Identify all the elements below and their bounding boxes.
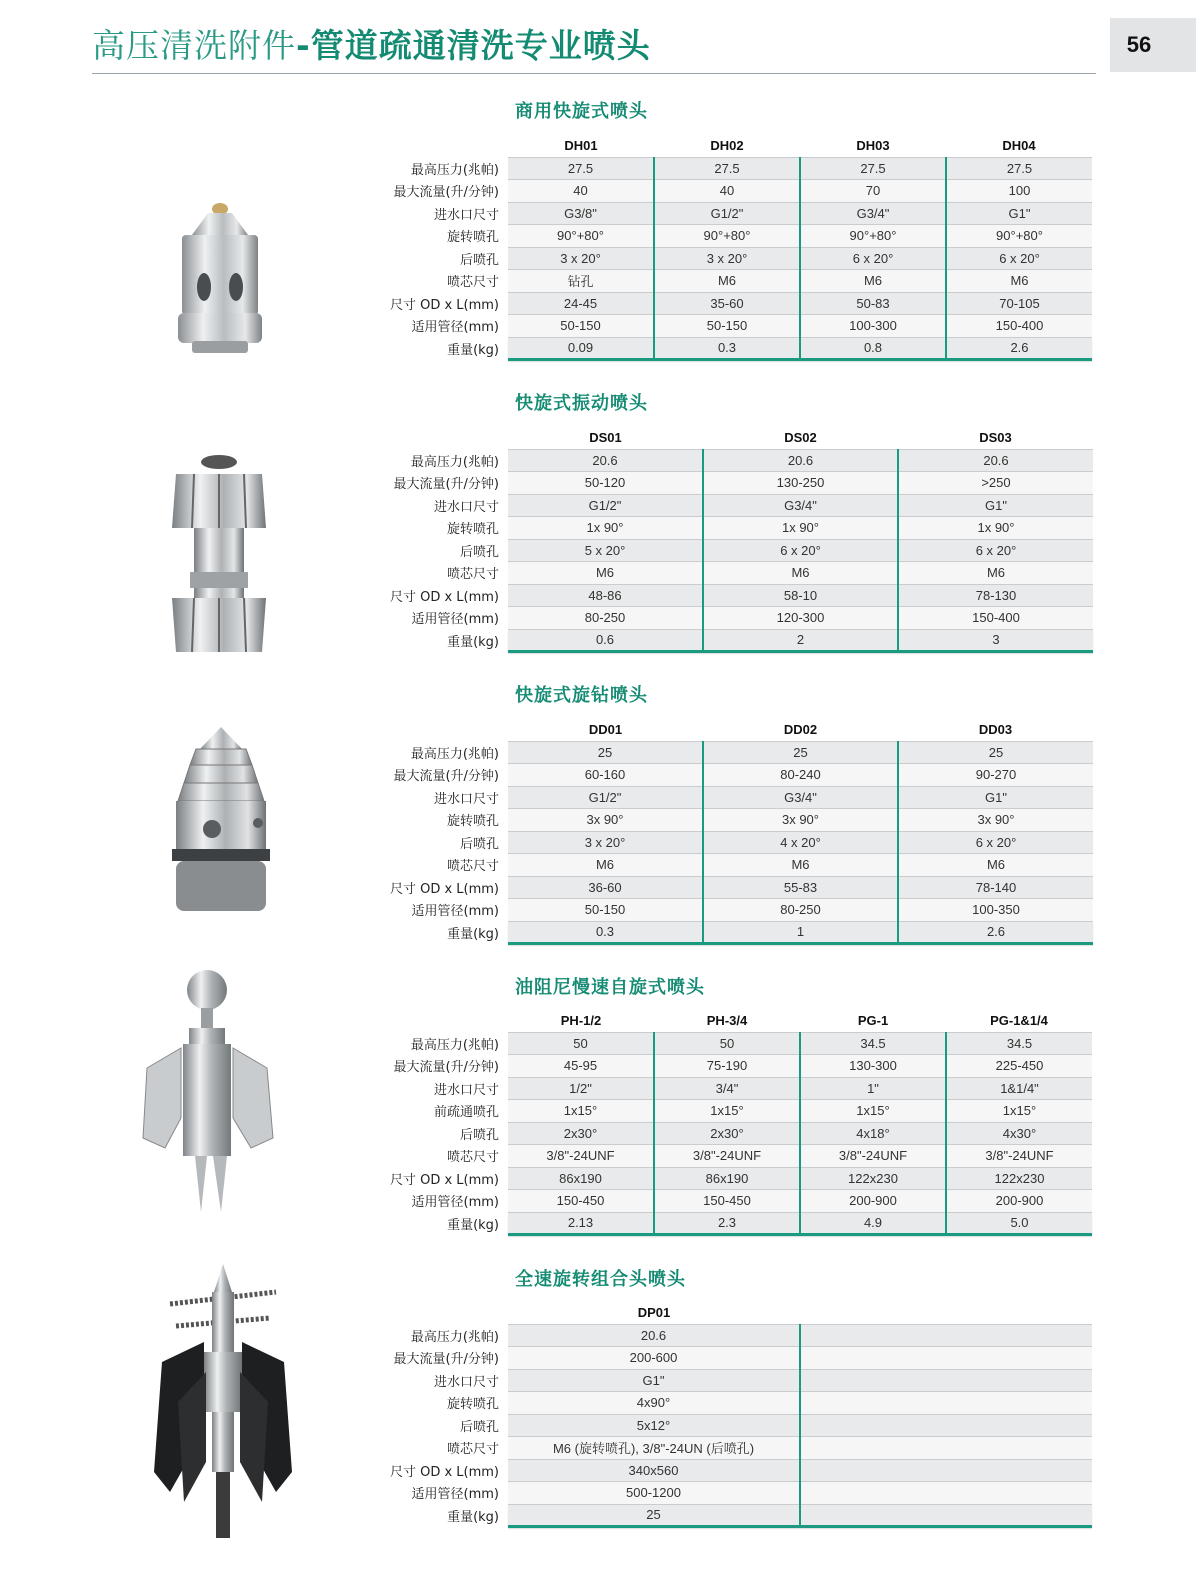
table-row xyxy=(380,764,1093,787)
spec-value: 122x230 xyxy=(946,1167,1092,1190)
spec-value xyxy=(800,1347,1092,1370)
spec-value: M6 xyxy=(508,562,703,585)
spec-value: 75-190 xyxy=(654,1055,800,1078)
spec-value: 50 xyxy=(654,1032,800,1055)
spec-value: 78-140 xyxy=(898,876,1093,899)
spec-value xyxy=(800,1392,1092,1415)
spec-value: 20.6 xyxy=(703,449,898,472)
spec-label: 适用管径(mm) xyxy=(411,1195,499,1211)
table-row xyxy=(380,1324,1092,1347)
spec-value: 100-300 xyxy=(800,315,946,338)
spec-label: 旋转喷孔 xyxy=(446,1397,499,1413)
spec-label: 尺寸 OD x L(mm) xyxy=(389,1172,499,1188)
table-row xyxy=(380,876,1093,899)
spec-value: 4x18° xyxy=(800,1122,946,1145)
page-number: 56 xyxy=(1110,18,1196,72)
table-row xyxy=(380,449,1093,472)
model-header: DD01 xyxy=(588,722,623,738)
table-row xyxy=(380,921,1093,944)
spec-value: 225-450 xyxy=(946,1055,1092,1078)
spec-value xyxy=(800,1459,1092,1482)
spec-value xyxy=(800,1504,1092,1527)
spec-value: 1" xyxy=(800,1077,946,1100)
spec-value: 4.9 xyxy=(800,1212,946,1235)
page-header xyxy=(92,26,1096,74)
model-header xyxy=(800,1302,1092,1324)
spec-value: 80-250 xyxy=(508,607,703,630)
spec-label: 重量(kg) xyxy=(447,342,499,358)
table-row xyxy=(380,1167,1092,1190)
table-row xyxy=(380,202,1092,225)
spec-label: 最大流量(升/分钟) xyxy=(393,477,499,493)
spec-value: 90°+80° xyxy=(654,225,800,248)
spec-label: 旋转喷孔 xyxy=(446,522,499,538)
drill-nozzle-dd-icon xyxy=(170,725,272,915)
table-row xyxy=(380,786,1093,809)
spec-label: 喷芯尺寸 xyxy=(446,859,499,875)
spec-value: 4 x 20° xyxy=(703,831,898,854)
table-row xyxy=(380,157,1092,180)
spec-value: 100 xyxy=(946,180,1092,203)
spec-value: 50-120 xyxy=(508,472,703,495)
spec-value: 27.5 xyxy=(946,157,1092,180)
drill-nozzle-dd-image xyxy=(170,725,272,915)
spec-value: 3x 90° xyxy=(703,809,898,832)
spec-value: 90°+80° xyxy=(508,225,654,248)
spec-value xyxy=(800,1414,1092,1437)
model-header: PH-3/4 xyxy=(706,1013,748,1029)
model-header: DD03 xyxy=(978,722,1013,738)
table-row xyxy=(380,225,1092,248)
spec-value: 6 x 20° xyxy=(946,247,1092,270)
spec-value: 3x 90° xyxy=(508,809,703,832)
table-row xyxy=(380,831,1093,854)
spec-value: 3/8"-24UNF xyxy=(946,1145,1092,1168)
spec-value: 90°+80° xyxy=(946,225,1092,248)
spec-label: 尺寸 OD x L(mm) xyxy=(389,1464,499,1480)
table-row xyxy=(380,1414,1092,1437)
spec-value: M6 xyxy=(703,854,898,877)
spec-label: 喷芯尺寸 xyxy=(446,275,499,291)
spec-label: 进水口尺寸 xyxy=(433,499,499,515)
table-row xyxy=(380,584,1093,607)
table-row xyxy=(380,1437,1092,1460)
model-header: DS02 xyxy=(784,430,817,446)
spec-value: 1 xyxy=(703,921,898,944)
spec-value: 34.5 xyxy=(946,1032,1092,1055)
spec-value: 340x560 xyxy=(508,1459,800,1482)
page-title-light: 高压清洗附件 xyxy=(92,26,296,65)
spec-label: 重量(kg) xyxy=(447,634,499,650)
spec-value: M6 xyxy=(800,270,946,293)
spec-value: G1" xyxy=(946,202,1092,225)
spec-label: 最高压力(兆帕) xyxy=(410,162,499,178)
table-row xyxy=(380,741,1093,764)
spec-value: 500-1200 xyxy=(508,1482,800,1505)
spec-value: 78-130 xyxy=(898,584,1093,607)
table-row xyxy=(380,517,1093,540)
spec-value: 0.6 xyxy=(508,629,703,652)
spec-header-spacer xyxy=(380,719,508,741)
spec-value: 25 xyxy=(898,741,1093,764)
spec-value xyxy=(800,1482,1092,1505)
model-header: PG-1 xyxy=(857,1013,889,1029)
table-row xyxy=(380,1392,1092,1415)
spec-value: 2x30° xyxy=(508,1122,654,1145)
spec-label: 旋转喷孔 xyxy=(446,230,499,246)
spec-label: 适用管径(mm) xyxy=(411,1487,499,1503)
spec-value: 130-250 xyxy=(703,472,898,495)
spec-value: 150-450 xyxy=(508,1190,654,1213)
table-row xyxy=(380,1055,1092,1078)
spec-value: 6 x 20° xyxy=(898,831,1093,854)
model-header: DH01 xyxy=(564,138,598,154)
spec-value: 6 x 20° xyxy=(800,247,946,270)
spec-label: 进水口尺寸 xyxy=(433,791,499,807)
spec-label: 最高压力(兆帕) xyxy=(410,454,499,470)
spec-value: M6 xyxy=(703,562,898,585)
spec-label: 后喷孔 xyxy=(459,252,499,268)
spec-label: 前疏通喷孔 xyxy=(433,1105,499,1121)
spec-value: 1&1/4" xyxy=(946,1077,1092,1100)
spec-value: 6 x 20° xyxy=(703,539,898,562)
spec-label: 适用管径(mm) xyxy=(411,904,499,920)
table-row xyxy=(380,1190,1092,1213)
spec-value: 27.5 xyxy=(654,157,800,180)
spec-label: 最高压力(兆帕) xyxy=(410,1037,499,1053)
spec-value: 3 x 20° xyxy=(508,247,654,270)
spec-value: G1" xyxy=(898,494,1093,517)
spec-value: M6 xyxy=(508,854,703,877)
spec-value: 27.5 xyxy=(800,157,946,180)
table-row xyxy=(380,270,1092,293)
spec-label: 旋转喷孔 xyxy=(446,814,499,830)
spec-value: 2x30° xyxy=(654,1122,800,1145)
spec-value: 100-350 xyxy=(898,899,1093,922)
spec-value: 20.6 xyxy=(508,1324,800,1347)
spec-label: 进水口尺寸 xyxy=(433,1374,499,1390)
spec-value: 3/4" xyxy=(654,1077,800,1100)
spec-value: M6 xyxy=(898,562,1093,585)
model-header: DH04 xyxy=(1002,138,1036,154)
table-row xyxy=(380,1077,1092,1100)
model-header: PG-1&1/4 xyxy=(990,1013,1048,1029)
spec-value: 36-60 xyxy=(508,876,703,899)
spec-value: >250 xyxy=(898,472,1093,495)
spec-value: 4x30° xyxy=(946,1122,1092,1145)
spec-value: 20.6 xyxy=(508,449,703,472)
spec-label: 后喷孔 xyxy=(459,1127,499,1143)
spec-value: 1x15° xyxy=(654,1100,800,1123)
spec-value: 60-160 xyxy=(508,764,703,787)
table-row xyxy=(380,1459,1092,1482)
spec-label: 最大流量(升/分钟) xyxy=(393,185,499,201)
oil-damped-nozzle-ph-image xyxy=(135,968,280,1216)
spec-label: 重量(kg) xyxy=(447,1509,499,1525)
spec-table xyxy=(380,1302,1092,1528)
table-row xyxy=(380,1145,1092,1168)
table-row xyxy=(380,180,1092,203)
spec-value: 50-150 xyxy=(508,899,703,922)
spec-label: 进水口尺寸 xyxy=(433,207,499,223)
spec-value: 70 xyxy=(800,180,946,203)
table-row xyxy=(380,472,1093,495)
spec-value: G3/8" xyxy=(508,202,654,225)
table-row xyxy=(380,1504,1092,1527)
spinning-nozzle-dh-image xyxy=(170,195,270,360)
spec-table xyxy=(380,719,1093,945)
page-title-bold: -管道疏通清洗专业喷头 xyxy=(296,26,651,65)
model-header: DH03 xyxy=(856,138,890,154)
spec-value: 钻孔 xyxy=(508,270,654,293)
spec-value: M6 xyxy=(898,854,1093,877)
spec-value: 58-10 xyxy=(703,584,898,607)
spec-value: 1x15° xyxy=(508,1100,654,1123)
spec-header-spacer xyxy=(380,427,508,449)
combination-nozzle-dp-icon xyxy=(148,1262,298,1542)
spec-value: 50-83 xyxy=(800,292,946,315)
spinning-nozzle-dh-icon xyxy=(170,195,270,360)
spec-value xyxy=(800,1369,1092,1392)
spec-value xyxy=(800,1437,1092,1460)
spec-value: 86x190 xyxy=(654,1167,800,1190)
spec-value: 40 xyxy=(508,180,654,203)
table-row xyxy=(380,607,1093,630)
spec-label: 适用管径(mm) xyxy=(411,320,499,336)
spec-value: 3 x 20° xyxy=(654,247,800,270)
spec-value xyxy=(800,1324,1092,1347)
table-row xyxy=(380,337,1092,360)
spec-value: 1x15° xyxy=(800,1100,946,1123)
spec-value: 1x 90° xyxy=(508,517,703,540)
spec-value: G3/4" xyxy=(703,494,898,517)
table-row xyxy=(380,292,1092,315)
spec-table xyxy=(380,135,1092,361)
table-row xyxy=(380,1347,1092,1370)
spec-label: 喷芯尺寸 xyxy=(446,1442,499,1458)
spec-label: 最大流量(升/分钟) xyxy=(393,1060,499,1076)
spec-value: 27.5 xyxy=(508,157,654,180)
table-row xyxy=(380,1212,1092,1235)
spec-value: 5x12° xyxy=(508,1414,800,1437)
spec-value: 48-86 xyxy=(508,584,703,607)
table-row xyxy=(380,809,1093,832)
spec-label: 最高压力(兆帕) xyxy=(410,746,499,762)
spec-label: 喷芯尺寸 xyxy=(446,567,499,583)
spec-value: 120-300 xyxy=(703,607,898,630)
spec-value: G1/2" xyxy=(508,786,703,809)
spec-value: 5 x 20° xyxy=(508,539,703,562)
spec-value: 80-250 xyxy=(703,899,898,922)
spec-value: 5.0 xyxy=(946,1212,1092,1235)
model-header: PH-1/2 xyxy=(560,1013,602,1029)
spec-value: 3 xyxy=(898,629,1093,652)
spec-value: 25 xyxy=(508,1504,800,1527)
spec-value: 0.8 xyxy=(800,337,946,360)
spec-value: 70-105 xyxy=(946,292,1092,315)
spec-value: M6 (旋转喷孔), 3/8"-24UN (后喷孔) xyxy=(508,1437,800,1460)
section-title: 快旋式振动喷头 xyxy=(515,393,648,414)
spec-value: 80-240 xyxy=(703,764,898,787)
spec-table xyxy=(380,1010,1092,1236)
model-header: DP01 xyxy=(637,1305,671,1321)
model-header: DS01 xyxy=(589,430,622,446)
model-header: DS03 xyxy=(979,430,1012,446)
spec-value: 0.3 xyxy=(654,337,800,360)
spec-label: 重量(kg) xyxy=(447,1217,499,1233)
spec-value: 35-60 xyxy=(654,292,800,315)
spec-value: 1/2" xyxy=(508,1077,654,1100)
spec-value: 1x 90° xyxy=(898,517,1093,540)
table-row xyxy=(380,899,1093,922)
spec-label: 最高压力(兆帕) xyxy=(410,1329,499,1345)
table-row xyxy=(380,539,1093,562)
spec-header-spacer xyxy=(380,1010,508,1032)
spec-value: M6 xyxy=(946,270,1092,293)
section-title: 商用快旋式喷头 xyxy=(515,101,648,122)
table-row xyxy=(380,315,1092,338)
spec-label: 适用管径(mm) xyxy=(411,612,499,628)
spec-value: G3/4" xyxy=(703,786,898,809)
spec-value: G1" xyxy=(508,1369,800,1392)
spec-value: 50-150 xyxy=(654,315,800,338)
spec-value: 4x90° xyxy=(508,1392,800,1415)
vibrating-nozzle-ds-image xyxy=(168,452,270,654)
section-title: 快旋式旋钻喷头 xyxy=(515,685,648,706)
table-row xyxy=(380,1032,1092,1055)
spec-value: 3/8"-24UNF xyxy=(654,1145,800,1168)
spec-label: 后喷孔 xyxy=(459,836,499,852)
spec-value: 130-300 xyxy=(800,1055,946,1078)
spec-label: 后喷孔 xyxy=(459,1419,499,1435)
table-row xyxy=(380,1482,1092,1505)
spec-value: 3/8"-24UNF xyxy=(800,1145,946,1168)
spec-value: 6 x 20° xyxy=(898,539,1093,562)
model-header: DH02 xyxy=(710,138,744,154)
table-row xyxy=(380,854,1093,877)
section-title: 油阻尼慢速自旋式喷头 xyxy=(515,977,705,998)
spec-value: 50 xyxy=(508,1032,654,1055)
spec-value: 2.13 xyxy=(508,1212,654,1235)
spec-value: 200-900 xyxy=(800,1190,946,1213)
spec-value: 90°+80° xyxy=(800,225,946,248)
spec-header-spacer xyxy=(380,135,508,157)
spec-value: 20.6 xyxy=(898,449,1093,472)
spec-value: 1x15° xyxy=(946,1100,1092,1123)
spec-value: 150-450 xyxy=(654,1190,800,1213)
spec-value: 3/8"-24UNF xyxy=(508,1145,654,1168)
spec-header-spacer xyxy=(380,1302,508,1324)
table-row xyxy=(380,494,1093,517)
table-row xyxy=(380,1122,1092,1145)
section-title: 全速旋转组合头喷头 xyxy=(515,1269,686,1290)
combination-nozzle-dp-image xyxy=(148,1262,298,1542)
spec-value: 25 xyxy=(508,741,703,764)
table-row xyxy=(380,247,1092,270)
spec-label: 尺寸 OD x L(mm) xyxy=(389,589,499,605)
spec-label: 最大流量(升/分钟) xyxy=(393,1352,499,1368)
spec-label: 重量(kg) xyxy=(447,926,499,942)
oil-damped-nozzle-ph-icon xyxy=(135,968,280,1216)
spec-value: 86x190 xyxy=(508,1167,654,1190)
spec-value: 25 xyxy=(703,741,898,764)
spec-label: 进水口尺寸 xyxy=(433,1082,499,1098)
spec-label: 尺寸 OD x L(mm) xyxy=(389,297,499,313)
spec-value: 0.09 xyxy=(508,337,654,360)
spec-label: 尺寸 OD x L(mm) xyxy=(389,881,499,897)
spec-value: 0.3 xyxy=(508,921,703,944)
table-row xyxy=(380,1369,1092,1392)
spec-value: 122x230 xyxy=(800,1167,946,1190)
spec-value: 2.6 xyxy=(946,337,1092,360)
page-title xyxy=(92,26,651,72)
model-header: DD02 xyxy=(783,722,818,738)
spec-value: 50-150 xyxy=(508,315,654,338)
spec-value: 1x 90° xyxy=(703,517,898,540)
spec-value: G1" xyxy=(898,786,1093,809)
spec-value: 34.5 xyxy=(800,1032,946,1055)
spec-value: 2.3 xyxy=(654,1212,800,1235)
spec-value: 24-45 xyxy=(508,292,654,315)
spec-value: 2.6 xyxy=(898,921,1093,944)
spec-label: 最大流量(升/分钟) xyxy=(393,769,499,785)
spec-value: 200-900 xyxy=(946,1190,1092,1213)
spec-value: 55-83 xyxy=(703,876,898,899)
spec-value: G1/2" xyxy=(654,202,800,225)
spec-value: 2 xyxy=(703,629,898,652)
spec-value: 200-600 xyxy=(508,1347,800,1370)
table-row xyxy=(380,562,1093,585)
spec-value: G1/2" xyxy=(508,494,703,517)
spec-value: 40 xyxy=(654,180,800,203)
spec-label: 喷芯尺寸 xyxy=(446,1150,499,1166)
vibrating-nozzle-ds-icon xyxy=(168,452,270,654)
spec-table xyxy=(380,427,1093,653)
spec-value: G3/4" xyxy=(800,202,946,225)
table-row xyxy=(380,629,1093,652)
spec-value: 3 x 20° xyxy=(508,831,703,854)
spec-value: 150-400 xyxy=(946,315,1092,338)
spec-value: 3x 90° xyxy=(898,809,1093,832)
spec-label: 后喷孔 xyxy=(459,544,499,560)
spec-value: 90-270 xyxy=(898,764,1093,787)
spec-value: 45-95 xyxy=(508,1055,654,1078)
spec-value: M6 xyxy=(654,270,800,293)
spec-value: 150-400 xyxy=(898,607,1093,630)
table-row xyxy=(380,1100,1092,1123)
